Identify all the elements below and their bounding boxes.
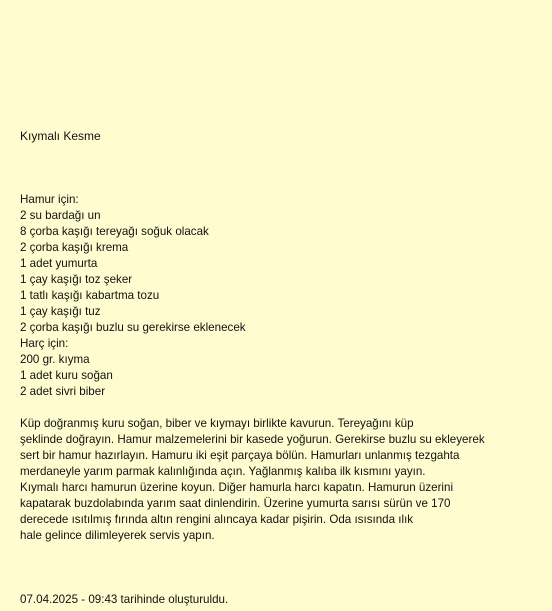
ingredient-line: 2 çorba kaşığı krema — [20, 241, 129, 254]
ingredient-line: 2 çorba kaşığı buzlu su gerekirse eklenecek — [20, 321, 246, 334]
recipe-title: Kıymalı Kesme — [20, 129, 101, 143]
recipe-instructions — [20, 416, 520, 544]
ingredient-section-heading: Hamur için: — [20, 193, 79, 206]
ingredient-section-heading: Harç için: — [20, 337, 69, 350]
instruction-line: Kıymalı harcı hamurun üzerine koyun. Diğer hamurla harcı kapatın. Hamurun üzerini — [20, 481, 454, 494]
instruction-line: şeklinde doğrayın. Hamur malzemelerini bir kasede yoğurun. Gerekirse buzlu su ekleyerek — [20, 433, 485, 446]
instruction-line: Küp doğranmış kuru soğan, biber ve kıymayı birlikte kavurun. Tereyağını küp — [20, 417, 414, 430]
ingredient-line: 200 gr. kıyma — [20, 353, 90, 366]
ingredient-list — [20, 192, 246, 400]
instruction-line: derecede ısıtılmış fırında altın rengini alıncaya kadar pişirin. Oda ısısında ılık — [20, 513, 414, 526]
created-timestamp: 07.04.2025 - 09:43 tarihinde oluşturuldu. — [20, 593, 229, 606]
instruction-line: kapatarak buzdolabında yarım saat dinlendirin. Üzerine yumurta sarısı sürün ve 170 — [20, 497, 451, 510]
instruction-line: hale gelince dilimleyerek servis yapın. — [20, 529, 215, 542]
ingredient-line: 1 adet yumurta — [20, 257, 98, 270]
ingredient-line: 1 adet kuru soğan — [20, 369, 113, 382]
ingredient-line: 1 tatlı kaşığı kabartma tozu — [20, 289, 160, 302]
instruction-line: sert bir hamur hazırlayın. Hamuru iki eşit parçaya bölün. Hamurları unlanmış tezgahta — [20, 449, 460, 462]
ingredient-line: 1 çay kaşığı toz şeker — [20, 273, 133, 286]
ingredient-line: 2 su bardağı un — [20, 209, 101, 222]
ingredient-line: 8 çorba kaşığı tereyağı soğuk olacak — [20, 225, 209, 238]
instruction-line: merdaneyle yarım parmak kalınlığında açın. Yağlanmış kalıba ilk kısmını yayın. — [20, 465, 426, 478]
ingredient-line: 1 çay kaşığı tuz — [20, 305, 101, 318]
ingredient-line: 2 adet sivri biber — [20, 385, 106, 398]
